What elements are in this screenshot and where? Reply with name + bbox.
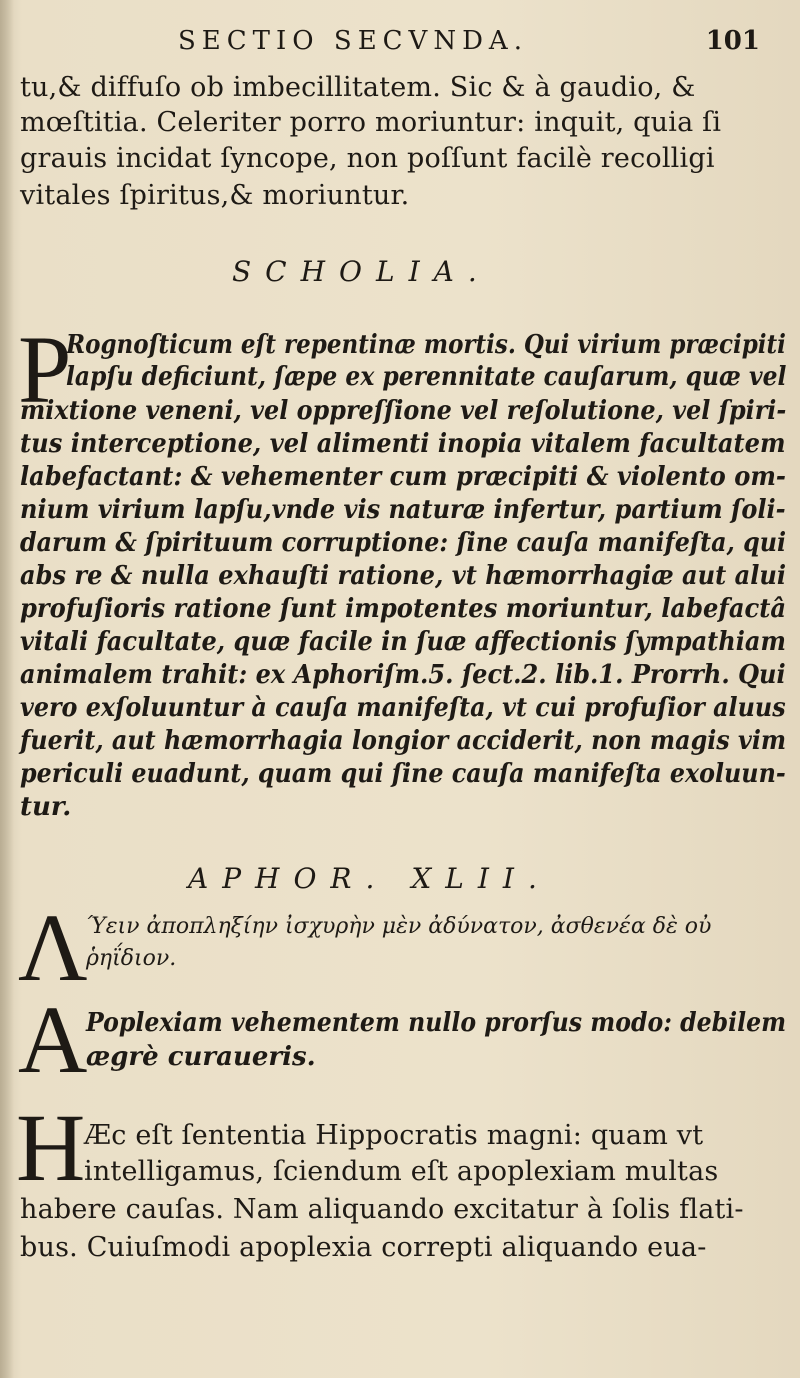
text-line: vero exſoluuntur à cauſa manifeſta, vt cui profuſior aluus: [20, 693, 786, 723]
drop-cap: H: [16, 1094, 86, 1201]
text-line: darum & ſpirituum corruptione: ſine cauſa manifeſta, qui: [20, 528, 787, 558]
text-line: grauis incidat ſyncope, non poſſunt facilè recolligi: [20, 143, 715, 174]
text-line: tus interceptione, vel alimenti inopia vitalem facultatem: [20, 429, 786, 459]
text-line: animalem trahit: ex Aphoriſm.5. ſect.2. lib.1. Prorrh. Qui: [20, 660, 786, 690]
page-number: 101: [705, 26, 760, 56]
text-line: mœſtitia. Celeriter porro moriuntur: inquit, quia ſi: [20, 107, 722, 138]
text-line: Æc eſt ſententia Hippocratis magni: quam vt: [84, 1120, 704, 1151]
text-line: fuerit, aut hæmorrhagia longior acciderit, non magis vim: [20, 726, 787, 756]
text-line: Rognoſticum eſt repentinæ mortis. Qui virium præcipiti: [66, 330, 786, 360]
text-line: vitales ſpiritus,& moriuntur.: [20, 180, 410, 211]
drop-cap: P: [18, 316, 72, 423]
text-line: labefactant: & vehementer cum præcipiti & violento om-: [20, 462, 786, 492]
page-header: [0, 26, 800, 66]
text-line: nium virium lapſu,vnde vis naturæ infertur, partium ſoli-: [20, 495, 786, 525]
text-line: tu,& diffuſo ob imbecillitatem. Sic & à gaudio, &: [20, 72, 696, 103]
text-line: abs re & nulla exhauſti ratione, vt hæmorrhagiæ aut alui: [20, 561, 787, 591]
text-line: mixtione veneni, vel oppreſſione vel reſolutione, vel ſpiri-: [20, 396, 787, 426]
text-line: vitali facultate, quæ facile in ſuæ affectionis ſympathiam: [20, 627, 786, 657]
text-line: tur.: [20, 792, 72, 822]
text-line: ῥηΐδιον.: [86, 946, 177, 971]
text-line: habere cauſas. Nam aliquando excitatur à ſolis flati-: [20, 1194, 744, 1225]
text-line: Poplexiam vehementem nullo prorſus modo: debilem: [86, 1008, 787, 1038]
aphorism-heading: APHOR. XLII.: [188, 862, 551, 895]
text-line: lapſu deficiunt, ſæpe ex perennitate cauſarum, quæ vel: [66, 362, 787, 392]
gutter-shadow: [0, 0, 14, 1378]
drop-cap: A: [18, 986, 88, 1093]
drop-cap: Λ: [18, 894, 88, 1001]
text-line: profuſioris ratione ſunt impotentes moriuntur, labefactâ: [20, 594, 787, 624]
running-head: SECTIO SECVNDA.: [178, 26, 528, 56]
text-line: intelligamus, ſciendum eſt apoplexiam multas: [84, 1156, 719, 1187]
scholia-heading: SCHOLIA.: [232, 255, 491, 288]
text-line: ægrè curaueris.: [86, 1042, 316, 1072]
text-line: Ύειν ἀποπληξίην ἰσχυρὴν μὲν ἀδύνατον, ἀσθενέα δὲ οὐ: [86, 914, 712, 939]
text-line: bus. Cuiuſmodi apoplexia correpti aliquando eua-: [20, 1232, 707, 1263]
text-line: periculi euadunt, quam qui ſine cauſa manifeſta exoluun-: [20, 759, 786, 789]
